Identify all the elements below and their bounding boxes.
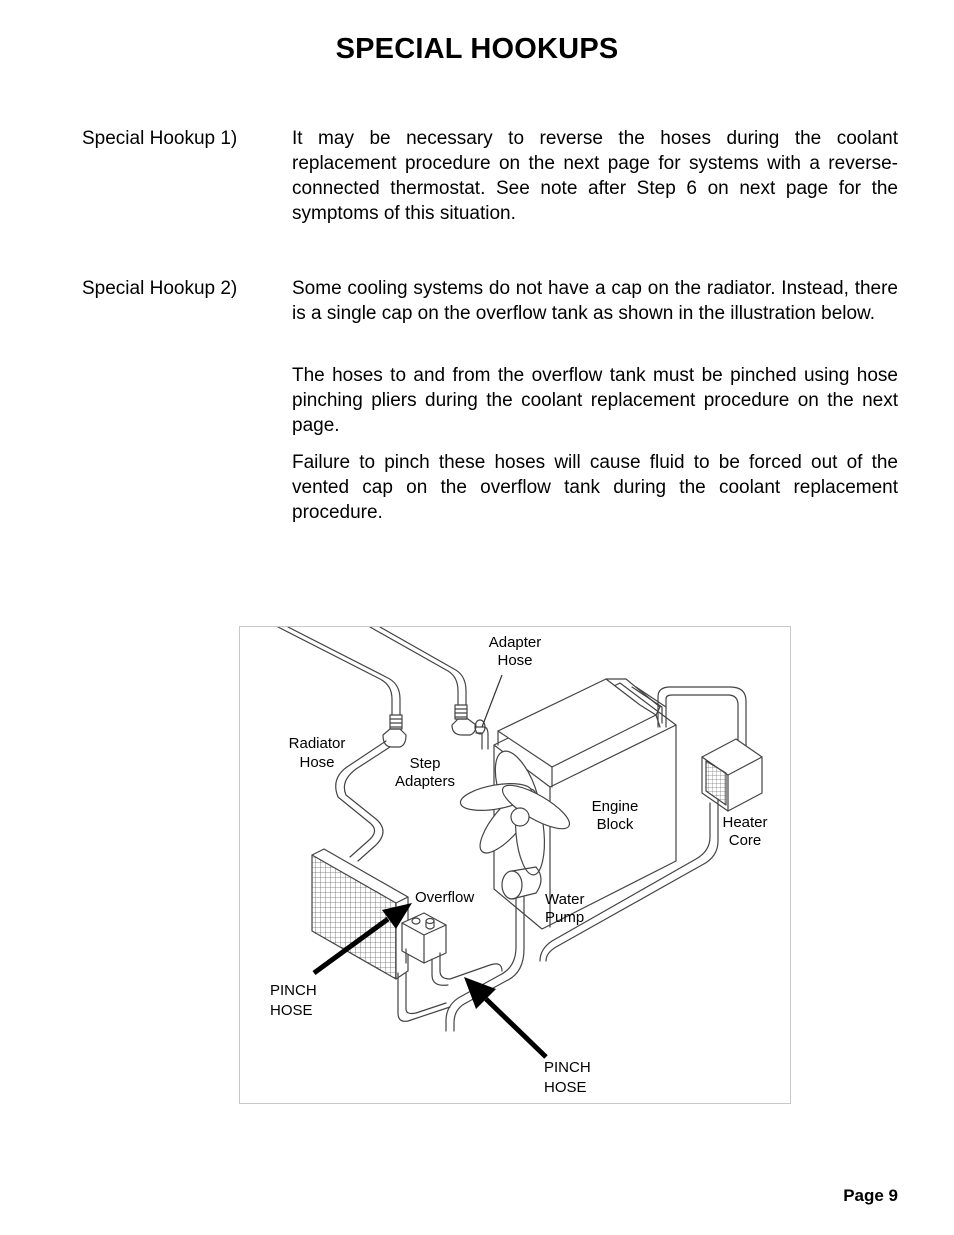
engine-block-label-line1: Engine <box>591 798 639 815</box>
page-title: SPECIAL HOOKUPS <box>335 33 619 65</box>
adapter-hose-label-line1: Adapter <box>488 634 542 651</box>
cooling-system-illustration <box>240 627 792 1105</box>
overflow-hose <box>398 949 502 1021</box>
step-adapter-left <box>383 715 406 747</box>
hookup-1-paragraph-1: It may be necessary to reverse the hoses during the coolant replacement procedure on the next page for systems with a reverse-connected thermostat. See note after Step 6 on next page for the symptoms of this situation. <box>292 128 898 224</box>
engine-block-label-line2: Block <box>596 816 634 833</box>
hookup-1-label: Special Hookup 1) <box>82 128 238 149</box>
pinch-hose-left-label-line2: HOSE <box>270 1002 313 1019</box>
pinch-hose-right-label-line2: HOSE <box>544 1079 587 1096</box>
radiator-hose-upper <box>278 627 400 715</box>
heater-core <box>702 739 762 811</box>
pinch-hose-left-label-line1: PINCH <box>270 982 317 999</box>
hookup-2-paragraph-2: The hoses to and from the overflow tank must be pinched using hose pinching pliers during the coolant replacement procedure on the next page. <box>292 365 898 436</box>
adapter-hose-label-line2: Hose <box>497 652 533 669</box>
adapter-hose-upper <box>370 627 466 705</box>
water-pump-label-line2: Pump <box>545 909 585 926</box>
hookup-2-label: Special Hookup 2) <box>82 278 238 299</box>
pinch-arrow-right <box>464 977 546 1057</box>
adapter-hose-leader <box>482 675 502 727</box>
step-adapters-label-line1: Step <box>409 755 441 772</box>
radiator-hose-label-line2: Hose <box>299 754 335 771</box>
cooling-system-diagram <box>239 626 791 1104</box>
hookup-2-paragraph-3: Failure to pinch these hoses will cause fluid to be forced out of the vented cap on the overflow tank during the coolant replacement procedure. <box>292 452 898 523</box>
hookup-2-paragraph-1: Some cooling systems do not have a cap on the radiator. Instead, there is a single cap on the overflow tank as shown in the illustration below. <box>292 278 898 324</box>
radiator-hose-lower <box>336 741 390 861</box>
radiator-hose-label-line1: Radiator <box>288 735 346 752</box>
water-pump-label-line1: Water <box>545 891 585 908</box>
step-adapters-label-line2: Adapters <box>394 773 456 790</box>
heater-core-label-line2: Core <box>728 832 762 849</box>
heater-core-label-line1: Heater <box>722 814 768 831</box>
page-number: Page 9 <box>843 1186 898 1205</box>
pinch-hose-right-label-line1: PINCH <box>544 1059 591 1076</box>
overflow-label: Overflow <box>415 889 475 906</box>
